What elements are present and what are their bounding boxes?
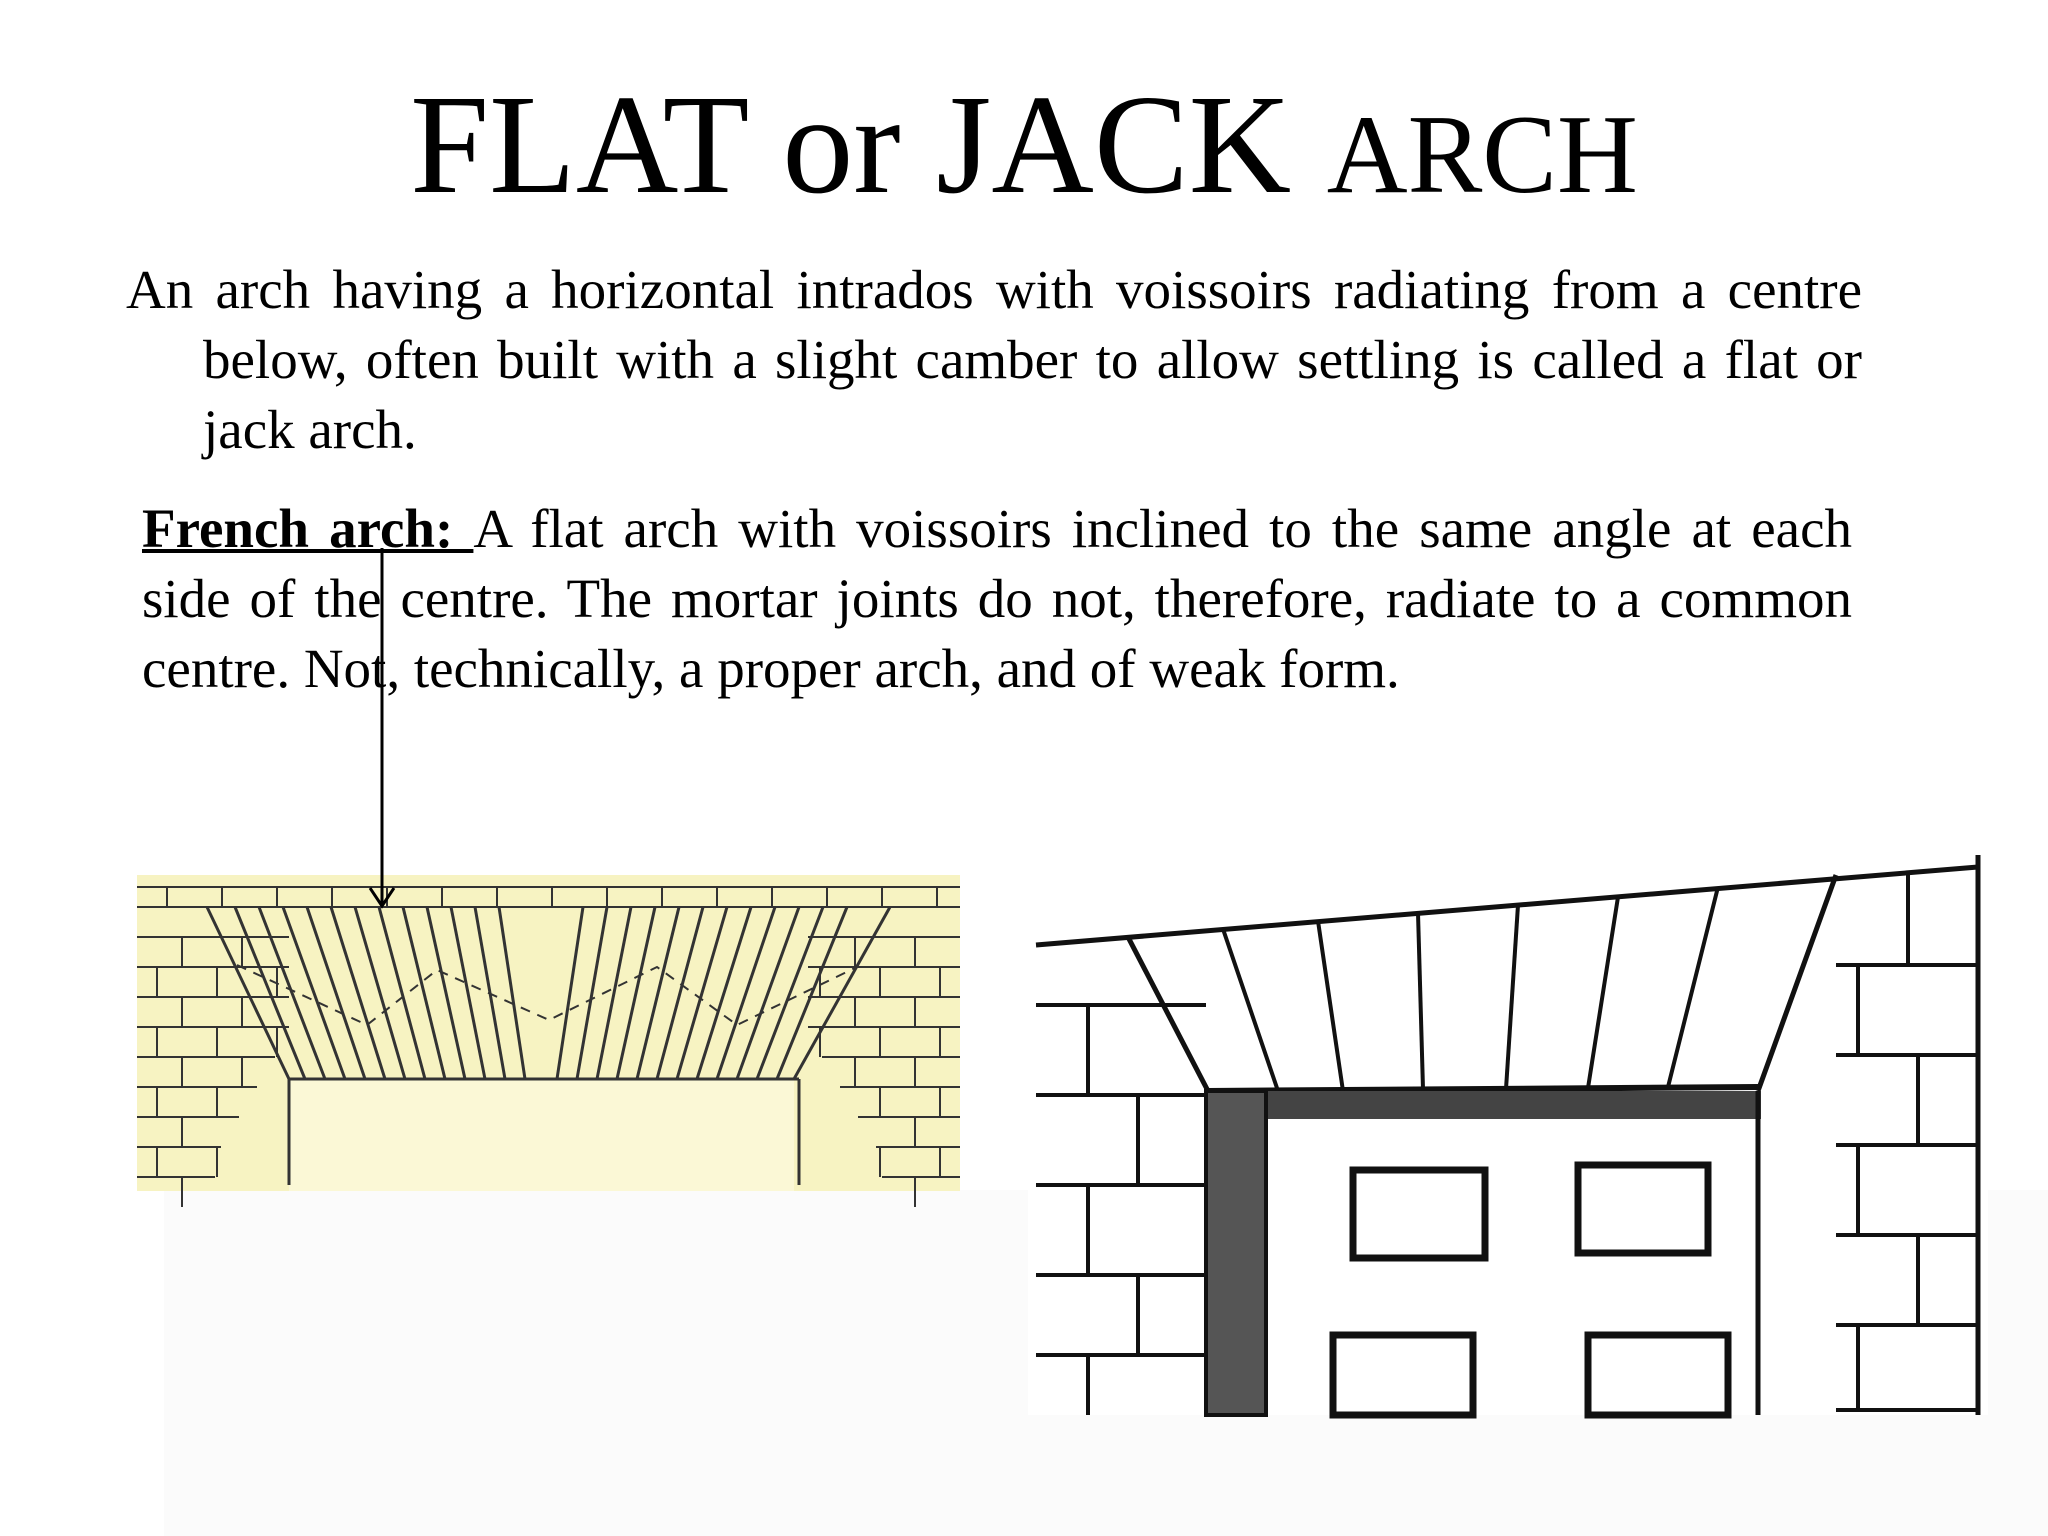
title-end: ARCH [1326, 93, 1638, 217]
french-arch-description: A flat arch with voissoirs inclined to the same angle at each side of the centre. The mortar joints do not, therefore, radiate to a common centre. Not, technically, a proper arch, and of weak form. [142, 498, 1852, 699]
definition-paragraph: An arch having a horizontal intrados with voissoirs radiating from a centre below, often built with a slight camber to allow settling is called a flat or jack arch. [126, 259, 1862, 460]
french-arch-term: French arch: [142, 498, 474, 559]
title-main: FLAT or JACK [410, 65, 1327, 223]
